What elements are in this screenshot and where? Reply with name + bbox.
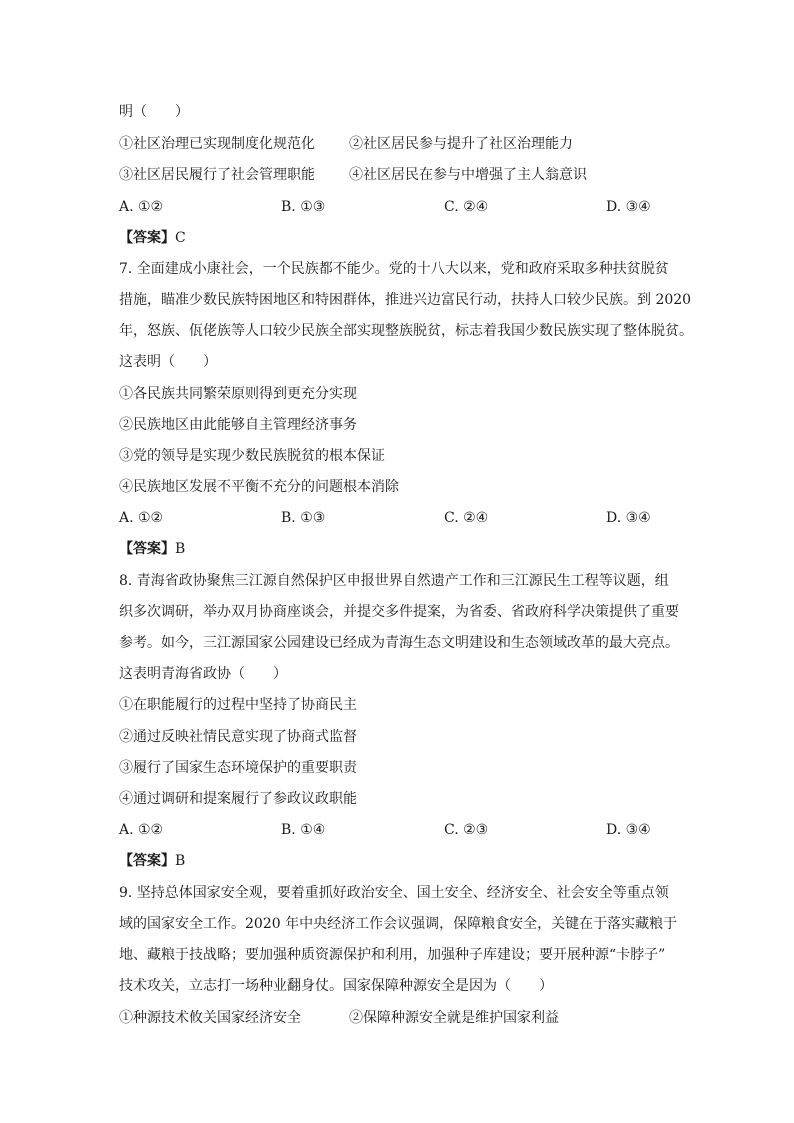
q8-answer-label: 【答案】 — [119, 853, 175, 869]
q6-statement-2: ②社区居民参与提升了社区治理能力 — [349, 136, 573, 152]
q7-option-d: D. ③④ — [606, 510, 651, 526]
q8-stem-line-2: 织多次调研，举办双月协商座谈会，并提交多件提案，为省委、省政府科学决策提供了重要 — [119, 604, 679, 620]
q7-option-c: C. ②④ — [444, 510, 489, 526]
q8-option-a: A. ①② — [119, 822, 164, 838]
q9-stem-line-4: 技术攻关，立志打一场种业翻身仗。国家保障种源安全是因为（ ） — [119, 978, 553, 994]
q7-statement-4: ④民族地区发展不平衡不充分的问题根本消除 — [119, 479, 399, 495]
q9-stem-line-1: 9. 坚持总体国家安全观，要着重抓好政治安全、国土安全、经济安全、社会安全等重点领 — [119, 885, 669, 901]
q6-statements-row-2 — [119, 166, 679, 184]
q7-stem-line-2: 措施，瞄准少数民族特困地区和特困群体，推进兴边富民行动，扶持人口较少民族。到 2020 — [119, 292, 692, 308]
q9-statement-1: ①种源技术攸关国家经济安全 — [119, 1010, 301, 1026]
q9-statement-2: ②保障种源安全就是维护国家利益 — [349, 1010, 559, 1026]
q7-answer — [119, 540, 185, 558]
q6-statement-1: ①社区治理已实现制度化规范化 — [119, 136, 315, 152]
q6-stem-end: 明（ ） — [119, 104, 189, 120]
q8-option-c: C. ②③ — [444, 822, 489, 838]
q7-answer-value: B — [175, 541, 186, 557]
q8-option-d: D. ③④ — [606, 822, 651, 838]
q6-statements-row-1 — [119, 135, 679, 153]
q9-stem-line-3: 地、藏粮于技战略；要加强种质资源保护和利用，加强种子库建设；要开展种源“卡脖子” — [119, 947, 666, 963]
q8-stem-line-1: 8. 青海省政协聚焦三江源自然保护区申报世界自然遗产工作和三江源民生工程等议题，组 — [119, 573, 669, 589]
q8-statement-1: ①在职能履行的过程中坚持了协商民主 — [119, 697, 357, 713]
q6-option-a: A. ①② — [119, 199, 164, 215]
q7-statement-1: ①各民族共同繁荣原则得到更充分实现 — [119, 386, 357, 402]
q8-options — [119, 821, 679, 839]
q8-statement-3: ③履行了国家生态环境保护的重要职责 — [119, 760, 357, 776]
q6-statement-4: ④社区居民在参与中增强了主人翁意识 — [349, 167, 587, 183]
q8-stem-line-3: 参考。如今，三江源国家公园建设已经成为青海生态文明建设和生态领域改革的最大亮点。 — [119, 635, 679, 651]
q7-stem-line-3: 年，怒族、佤佬族等人口较少民族全部实现整族脱贫，标志着我国少数民族实现了整体脱贫。 — [119, 323, 693, 339]
q9-statements-row-1 — [119, 1009, 679, 1027]
q7-option-a: A. ①② — [119, 510, 164, 526]
q7-options — [119, 509, 679, 527]
q8-option-b: B. ①④ — [281, 822, 326, 838]
q8-answer — [119, 852, 185, 870]
q8-statement-4: ④通过调研和提案履行了参政议政职能 — [119, 791, 357, 807]
q6-option-d: D. ③④ — [606, 199, 651, 215]
q6-answer-label: 【答案】 — [119, 230, 175, 246]
q9-stem-line-2: 域的国家安全工作。2020 年中央经济工作会议强调，保障粮食安全，关键在于落实藏粮于 — [119, 916, 678, 932]
q7-option-b: B. ①③ — [281, 510, 326, 526]
q6-answer-value: C — [175, 230, 186, 246]
q7-statement-3: ③党的领导是实现少数民族脱贫的根本保证 — [119, 448, 385, 464]
q8-answer-value: B — [175, 853, 186, 869]
q6-statement-3: ③社区居民履行了社会管理职能 — [119, 167, 315, 183]
q7-stem-line-1: 7. 全面建成小康社会，一个民族都不能少。党的十八大以来，党和政府采取多种扶贫脱贫 — [119, 261, 669, 277]
q7-answer-label: 【答案】 — [119, 541, 175, 557]
q6-option-b: B. ①③ — [281, 199, 326, 215]
q8-statement-2: ②通过反映社情民意实现了协商式监督 — [119, 729, 357, 745]
q6-options — [119, 198, 679, 216]
q7-stem-line-4: 这表明（ ） — [119, 354, 217, 370]
q6-answer — [119, 229, 186, 247]
q8-stem-line-4: 这表明青海省政协（ ） — [119, 666, 287, 682]
q7-statement-2: ②民族地区由此能够自主管理经济事务 — [119, 417, 357, 433]
q6-option-c: C. ②④ — [444, 199, 489, 215]
